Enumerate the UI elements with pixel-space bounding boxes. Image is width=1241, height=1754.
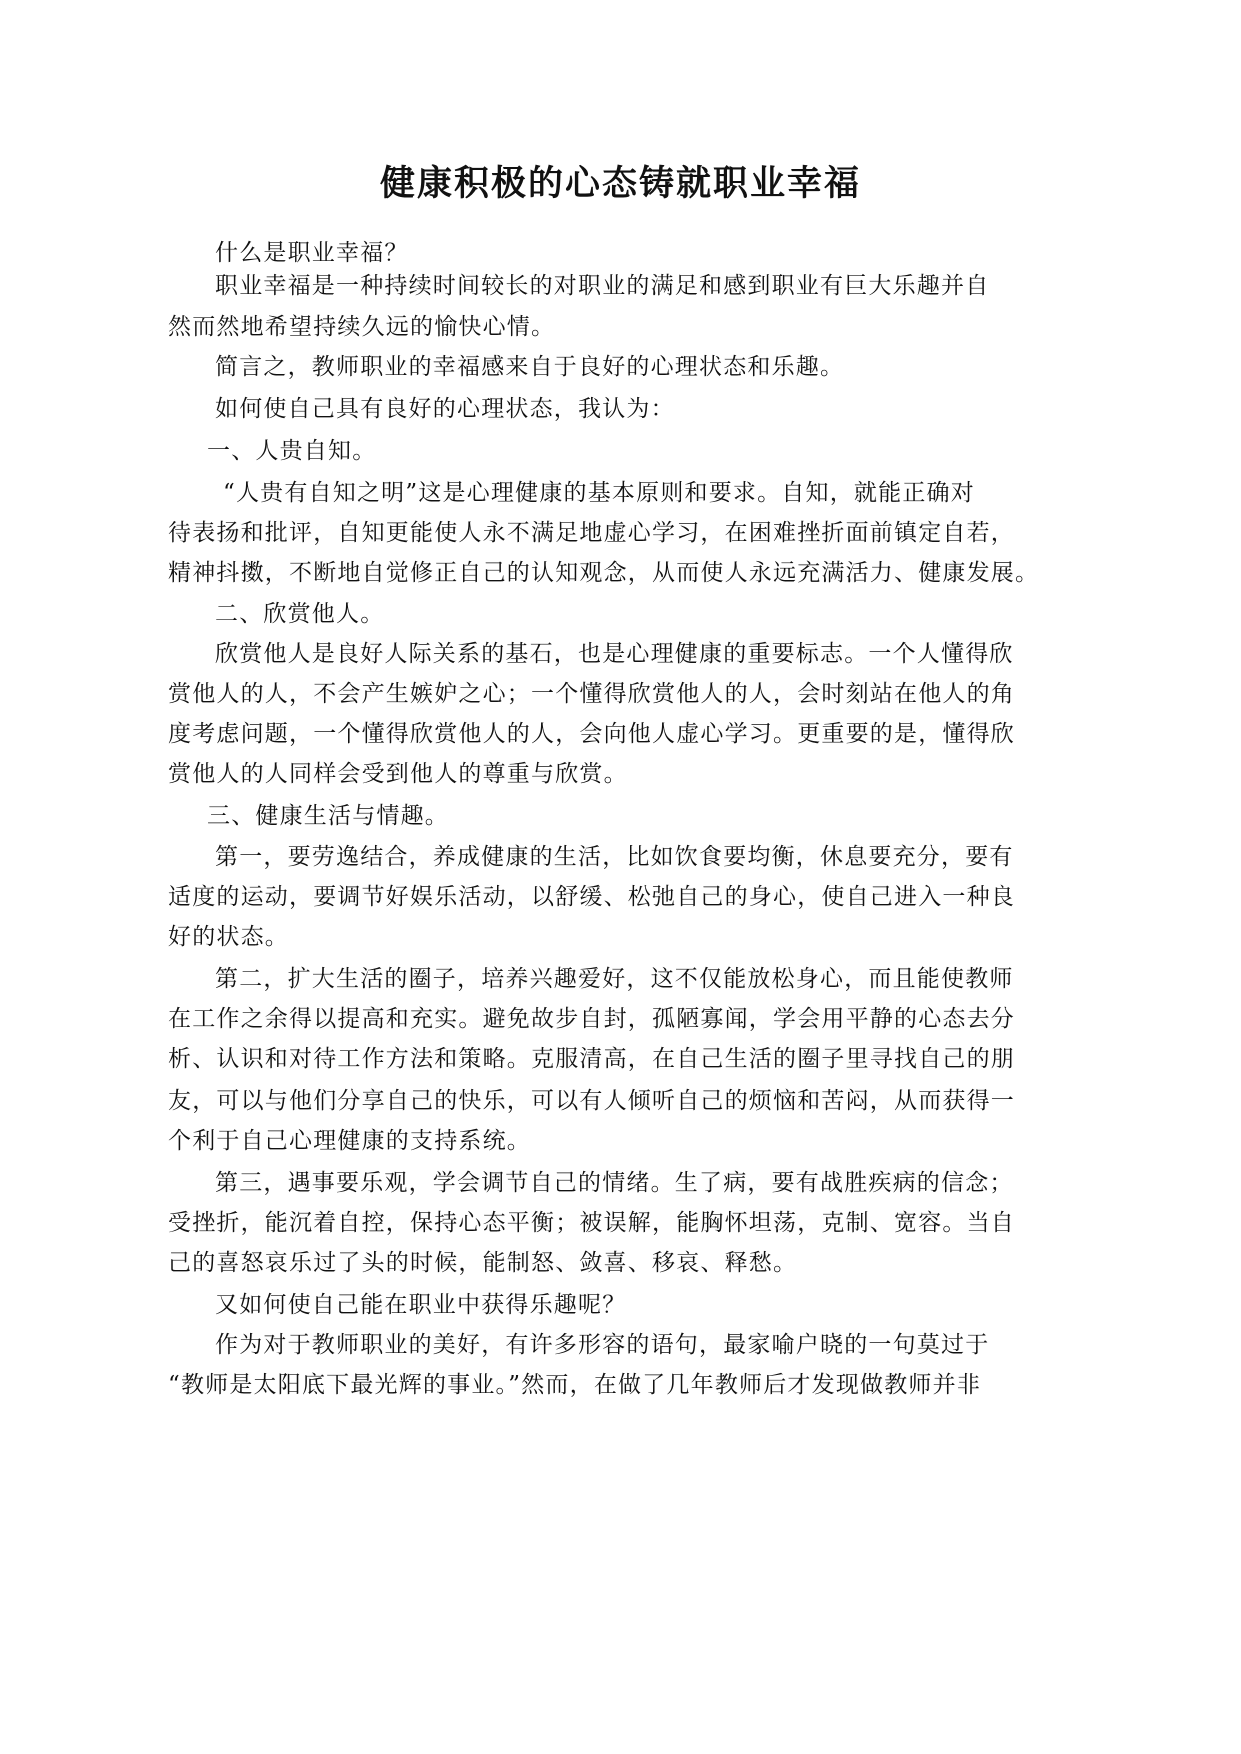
paragraph-line: 简言之，教师职业的幸福感来自于良好的心理状态和乐趣。: [215, 354, 845, 380]
paragraph-line: 赏他人的人，不会产生嫉妒之心；一个懂得欣赏他人的人，会时刻站在他人的角: [168, 681, 1015, 707]
paragraph-line: 受挫折，能沉着自控，保持心态平衡；被误解，能胸怀坦荡，克制、宽容。当自: [168, 1210, 1015, 1236]
paragraph-line: 精神抖擞，不断地自觉修正自己的认知观念，从而使人永远充满活力、健康发展。: [168, 560, 1040, 586]
paragraph-line: 又如何使自己能在职业中获得乐趣呢？: [215, 1292, 627, 1318]
paragraph-line: 析、认识和对待工作方法和策略。克服清高，在自己生活的圈子里寻找自己的朋: [168, 1046, 1015, 1072]
paragraph-line: 作为对于教师职业的美好，有许多形容的语句，最家喻户晓的一句莫过于: [215, 1332, 990, 1358]
section-heading: 二、欣赏他人。: [215, 601, 385, 627]
section-heading: 三、健康生活与情趣。: [207, 803, 449, 829]
paragraph-line: 如何使自己具有良好的心理状态，我认为：: [215, 396, 675, 422]
paragraph-line: “教师是太阳底下最光辉的事业。”然而，在做了几年教师后才发现做教师并非: [168, 1372, 982, 1398]
paragraph-line: 个利于自己心理健康的支持系统。: [168, 1128, 531, 1154]
document-title: 健康积极的心态铸就职业幸福: [379, 163, 861, 204]
paragraph-line: 在工作之余得以提高和充实。避免故步自封，孤陋寡闻，学会用平静的心态去分: [168, 1006, 1015, 1032]
paragraph-line: 适度的运动，要调节好娱乐活动，以舒缓、松弛自己的身心，使自己进入一种良: [168, 884, 1015, 910]
paragraph-line: 第二，扩大生活的圈子，培养兴趣爱好，这不仅能放松身心，而且能使教师: [215, 966, 1014, 992]
paragraph-line: 第一，要劳逸结合，养成健康的生活，比如饮食要均衡，休息要充分，要有: [215, 844, 1014, 870]
paragraph-line: 赏他人的人同样会受到他人的尊重与欣赏。: [168, 761, 628, 787]
paragraph-line: 好的状态。: [168, 924, 289, 950]
paragraph-line: 己的喜怒哀乐过了头的时候，能制怒、敛喜、移哀、释愁。: [168, 1250, 798, 1276]
paragraph-line: 职业幸福是一种持续时间较长的对职业的满足和感到职业有巨大乐趣并自: [215, 273, 990, 299]
paragraph-line: 第三，遇事要乐观，学会调节自己的情绪。生了病，要有战胜疾病的信念；: [215, 1170, 1014, 1196]
paragraph-line: 度考虑问题，一个懂得欣赏他人的人，会向他人虚心学习。更重要的是，懂得欣: [168, 721, 1015, 747]
paragraph-line: 什么是职业幸福？: [215, 240, 409, 266]
paragraph-line: “人贵有自知之明”这是心理健康的基本原则和要求。自知，就能正确对: [223, 480, 975, 506]
paragraph-line: 然而然地希望持续久远的愉快心情。: [168, 314, 556, 340]
section-heading: 一、人贵自知。: [207, 438, 377, 464]
paragraph-line: 友，可以与他们分享自己的快乐，可以有人倾听自己的烦恼和苦闷，从而获得一: [168, 1088, 1015, 1114]
paragraph-line: 欣赏他人是良好人际关系的基石，也是心理健康的重要标志。一个人懂得欣: [215, 641, 1014, 667]
paragraph-line: 待表扬和批评，自知更能使人永不满足地虚心学习，在困难挫折面前镇定自若，: [168, 520, 1015, 546]
